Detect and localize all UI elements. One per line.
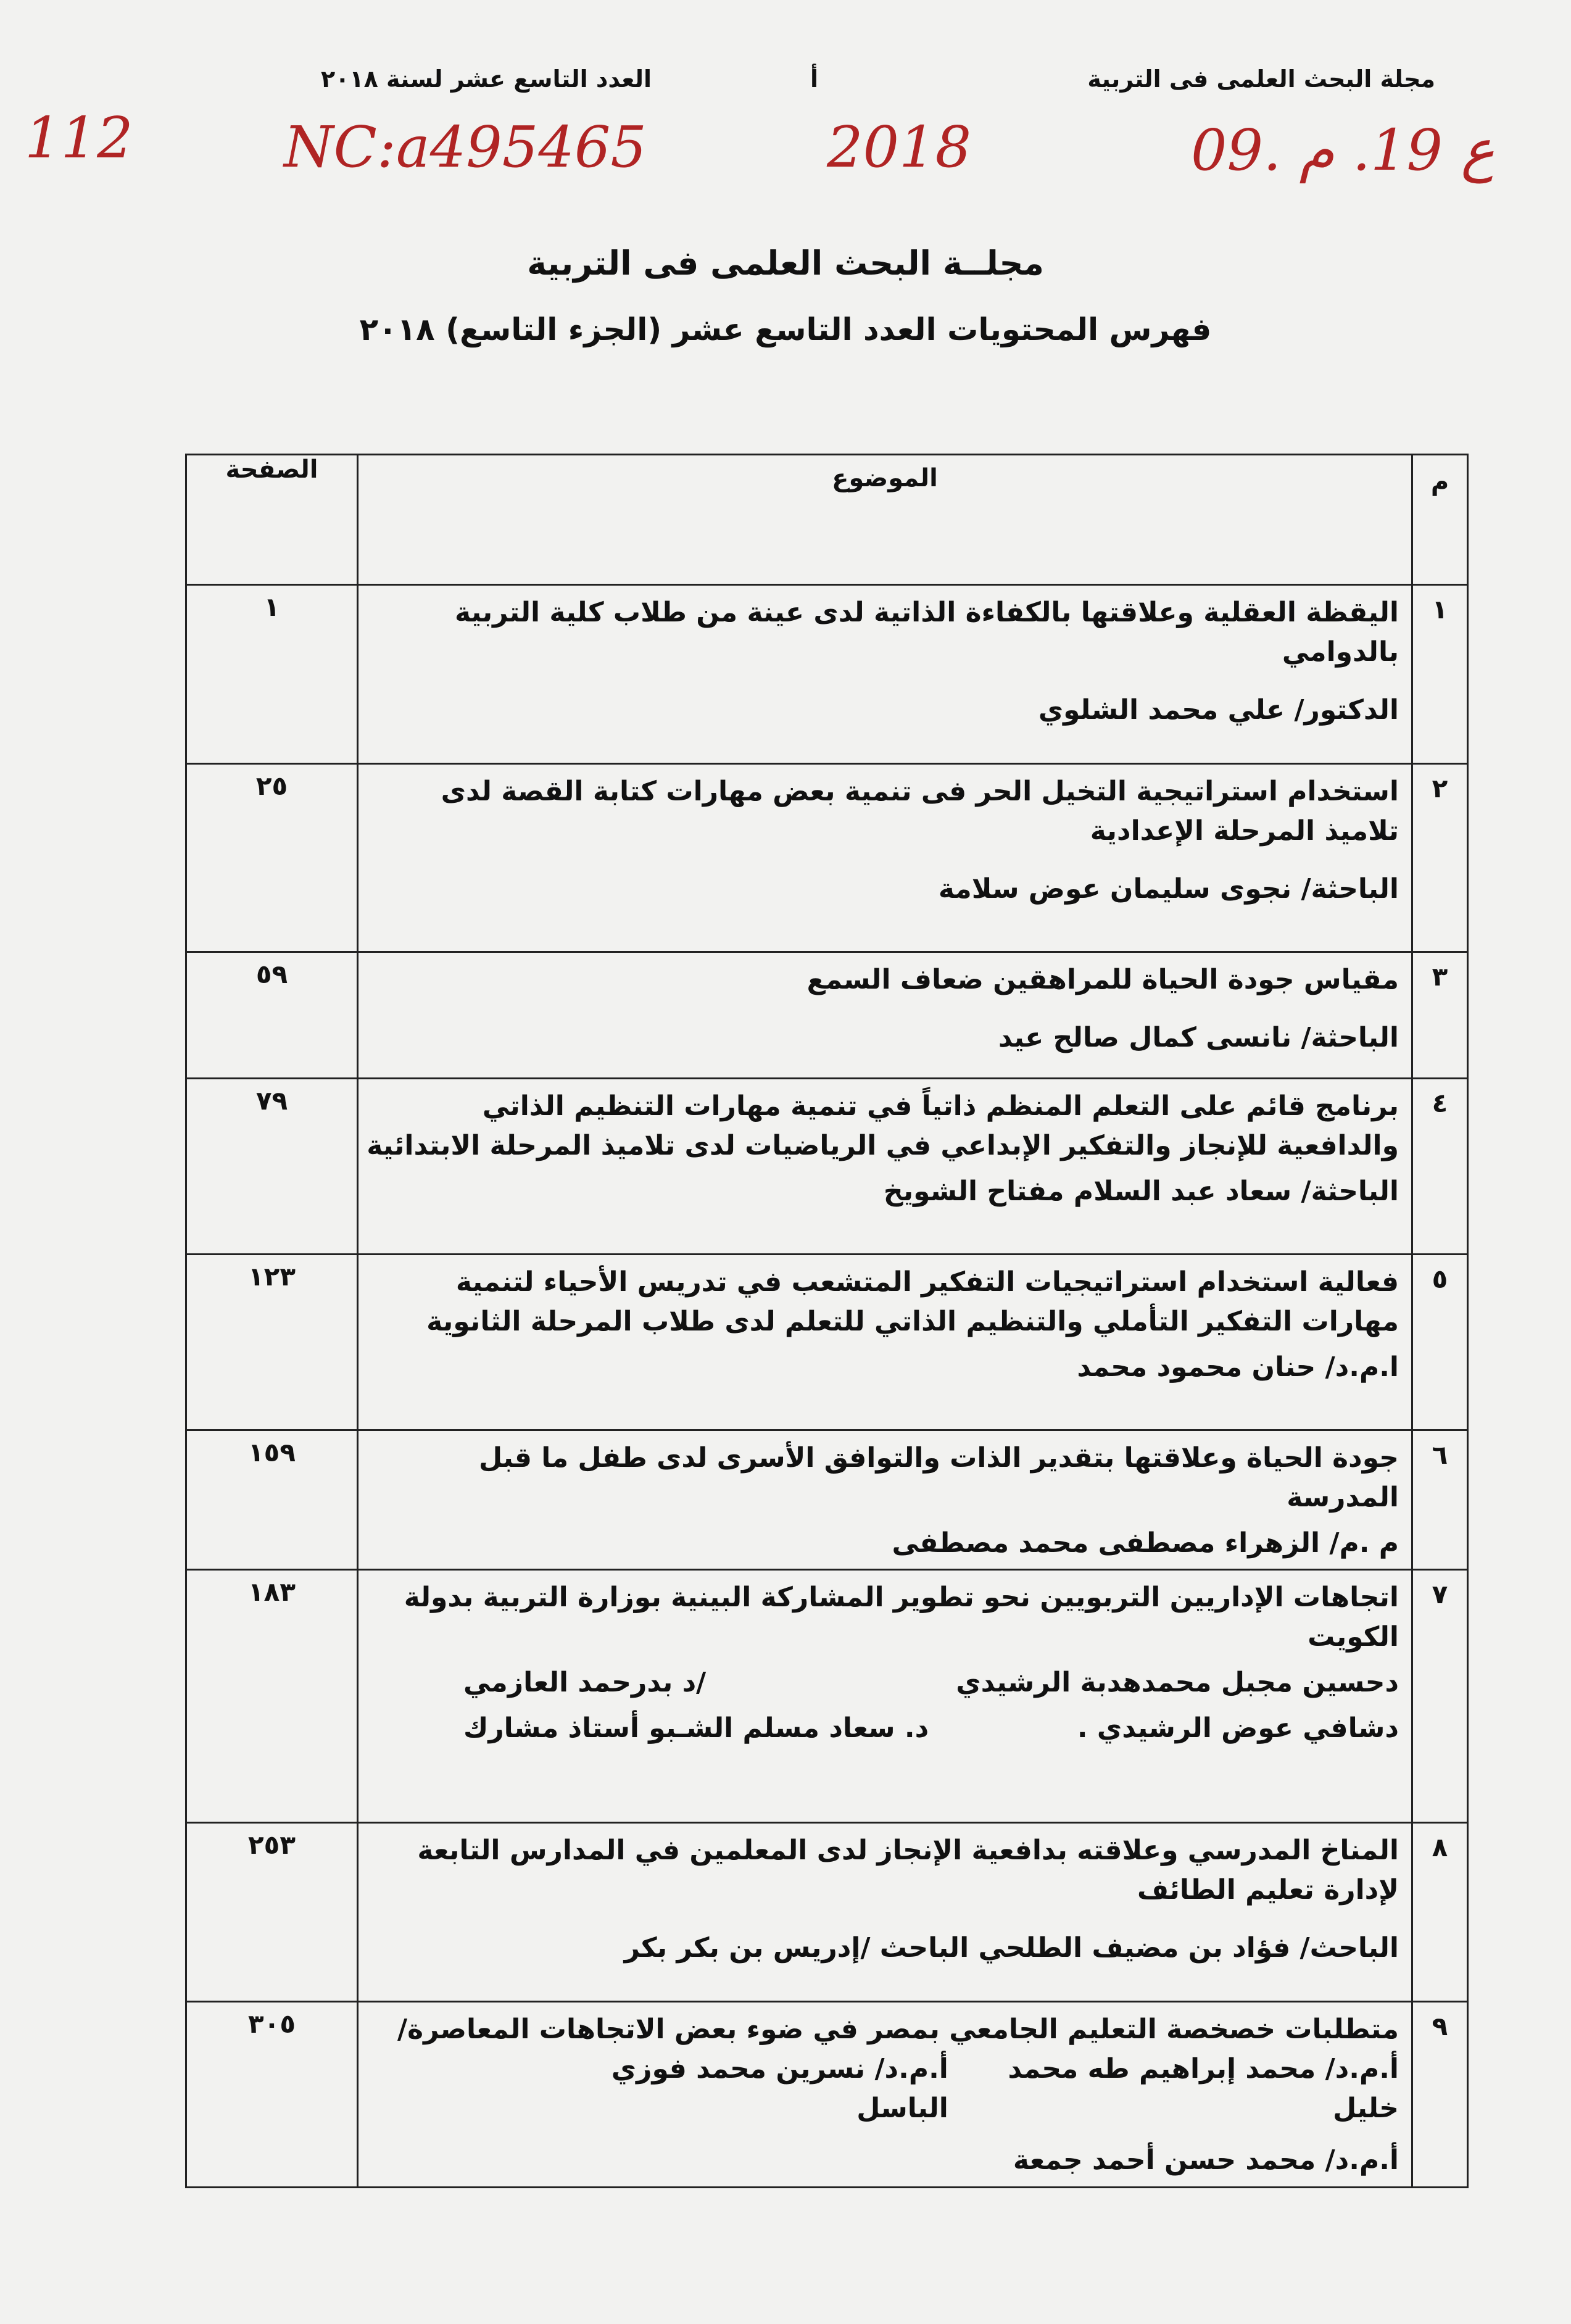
header-page-label: أ — [810, 65, 818, 93]
row-page: ١٢٣ — [186, 1255, 358, 1430]
row-subject — [358, 1430, 1412, 1570]
handwritten-year: 2018 — [827, 114, 972, 180]
header-page: الصفحة — [186, 455, 358, 585]
header-journal-name: مجلة البحث العلمى فى التربية — [1087, 65, 1435, 93]
row-title: جودة الحياة وعلاقتها بتقدير الذات والتوافق الأسرى لدى طفل ما قبل المدرسة — [478, 1442, 1399, 1513]
row-author: دحسين مجبل محمدهدبة الرشيدي — [956, 1666, 1399, 1698]
row-num: ٩ — [1412, 2002, 1468, 2187]
row-author: الباحث/ فؤاد بن مضيف الطلحي الباحث /إدريس بن بكر بكر — [624, 1932, 1399, 1964]
header-num: م — [1412, 455, 1468, 585]
row-subject — [358, 585, 1412, 764]
header-issue: العدد التاسع عشر لسنة ٢٠١٨ — [321, 65, 652, 93]
row-author: م .م/ الزهراء مصطفى محمد مصطفى — [892, 1527, 1399, 1559]
row-author: الباحثة/ نانسى كمال صالح عيد — [998, 1021, 1399, 1053]
row-author: أ.م.د/ محمد إبراهيم طه محمد خليل — [1008, 2053, 1399, 2124]
row-page: ١ — [186, 585, 358, 764]
toc-title: فهرس المحتويات العدد التاسع عشر (الجزء التاسع) ٢٠١٨ — [359, 312, 1212, 347]
row-author: الباحثة/ نجوى سليمان عوض سلامة — [938, 873, 1399, 905]
row-title: فعالية استخدام استراتيجيات التفكير المتشعب في تدريس الأحياء لتنمية مهارات التفكير التأملي والتنظيم الذاتي للتعلم لدى طلاب المرحلة الثانوية — [426, 1266, 1399, 1337]
row-author: دشافي عوض الرشيدي . — [1077, 1712, 1399, 1744]
row-author: أ.م.د/ نسرين محمد فوزي الباسل — [611, 2053, 948, 2124]
row-author: الدكتور/ علي محمد الشلوي — [1038, 694, 1399, 726]
table-row — [186, 1430, 1468, 1570]
row-subject — [358, 952, 1412, 1079]
author-pair — [365, 2049, 1399, 2128]
row-title: اليقظة العقلية وعلاقتها بالكفاءة الذاتية لدى عينة من طلاب كلية التربية بالدوامي — [454, 597, 1399, 668]
table-row — [186, 585, 1468, 764]
row-page: ١٨٣ — [186, 1570, 358, 1823]
table-row — [186, 1079, 1468, 1255]
row-title: متطلبات خصخصة التعليم الجامعي بمصر في ضوء بعض الاتجاهات المعاصرة/ — [397, 2014, 1399, 2046]
row-author: ا.م.د/ حنان محمود محمد — [1077, 1351, 1399, 1383]
table-row — [186, 1255, 1468, 1430]
row-subject — [358, 1823, 1412, 2002]
handwritten-left-number: 112 — [25, 105, 133, 171]
row-subject — [358, 1079, 1412, 1255]
row-page: ١٥٩ — [186, 1430, 358, 1570]
table-row — [186, 764, 1468, 952]
row-title: المناخ المدرسي وعلاقته بدافعية الإنجاز لدى المعلمين في المدارس التابعة لإدارة تعليم الطائف — [417, 1835, 1399, 1906]
row-num: ٣ — [1412, 952, 1468, 1079]
author-pair — [365, 1663, 1399, 1703]
contents-table — [185, 454, 1469, 2188]
row-subject — [358, 2002, 1412, 2187]
journal-title: مجلــة البحث العلمى فى التربية — [527, 244, 1044, 283]
row-page: ٢٥ — [186, 764, 358, 952]
row-title: اتجاهات الإداريين التربويين نحو تطوير المشاركة البينية بوزارة التربية بدولة الكويت — [404, 1582, 1399, 1653]
row-num: ٧ — [1412, 1570, 1468, 1823]
table-row — [186, 1823, 1468, 2002]
handwritten-right-code: 09. ع 19. م — [1191, 117, 1495, 183]
row-author: د. سعاد مسلم الشـبو أستاذ مشارك — [463, 1712, 929, 1744]
row-num: ١ — [1412, 585, 1468, 764]
row-title: استخدام استراتيجية التخيل الحر فى تنمية بعض مهارات كتابة القصة لدى تلاميذ المرحلة الإعدادية — [441, 776, 1399, 847]
row-num: ٤ — [1412, 1079, 1468, 1255]
row-page: ٢٥٣ — [186, 1823, 358, 2002]
table-header-row — [186, 455, 1468, 585]
row-num: ٨ — [1412, 1823, 1468, 2002]
row-num: ٦ — [1412, 1430, 1468, 1570]
row-page: ٧٩ — [186, 1079, 358, 1255]
table-row — [186, 952, 1468, 1079]
row-subject — [358, 1570, 1412, 1823]
row-page: ٣٠٥ — [186, 2002, 358, 2187]
row-num: ٥ — [1412, 1255, 1468, 1430]
running-header — [179, 54, 1435, 104]
row-subject — [358, 1255, 1412, 1430]
row-page: ٥٩ — [186, 952, 358, 1079]
handwritten-catalog-code: NC:a495465 — [284, 114, 647, 180]
author-pair — [365, 1709, 1399, 1748]
table-row — [186, 1570, 1468, 1823]
row-title: برنامج قائم على التعلم المنظم ذاتياً في تنمية مهارات التنظيم الذاتي والدافعية للإنجاز والتفكير الإبداعي في الرياضيات لدى تلاميذ المرحلة الابتدائية — [367, 1090, 1399, 1161]
row-author: /د بدرحمد العازمي — [463, 1666, 707, 1698]
row-title: مقياس جودة الحياة للمراهقين ضعاف السمع — [806, 964, 1399, 995]
row-author: أ.م.د/ محمد حسن أحمد جمعة — [1013, 2144, 1399, 2176]
row-author: الباحثة/ سعاد عبد السلام مفتاح الشويخ — [883, 1175, 1399, 1207]
row-num: ٢ — [1412, 764, 1468, 952]
table-row — [186, 2002, 1468, 2187]
row-subject — [358, 764, 1412, 952]
header-subject: الموضوع — [358, 455, 1412, 585]
